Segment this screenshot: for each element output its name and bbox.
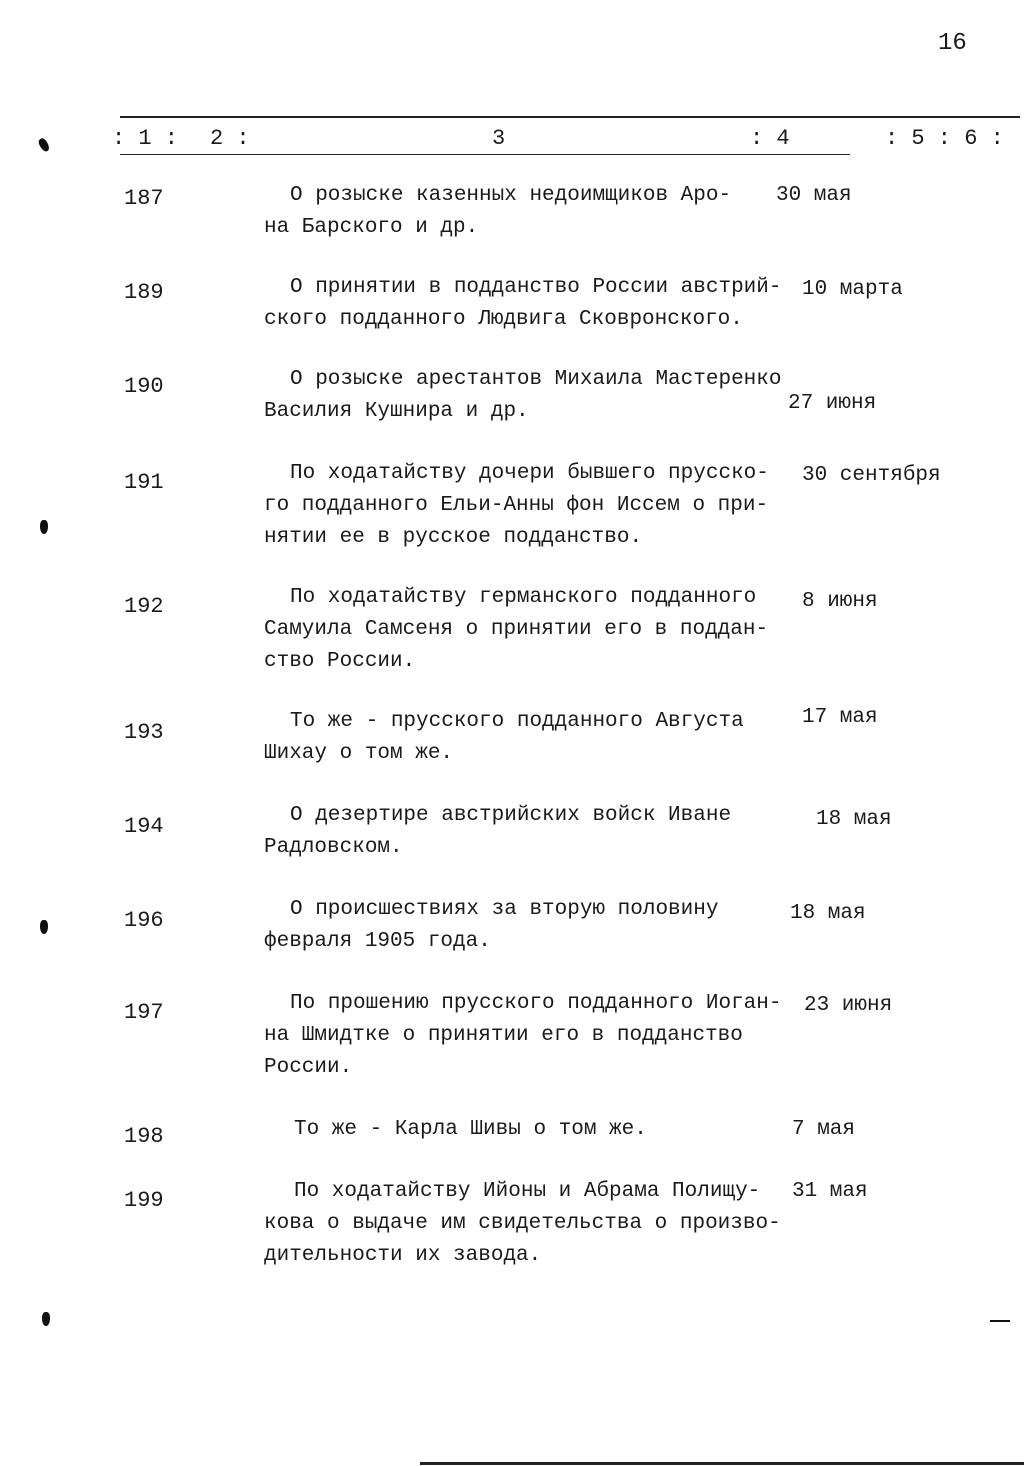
entry-number: 193 [124, 720, 164, 745]
scan-speck [37, 137, 51, 153]
description-line: О принятии в подданство России австрий- [290, 276, 782, 299]
description-line: го подданного Ельи-Анны фон Иссем о при- [264, 494, 769, 517]
entry-date: 18 мая [790, 902, 866, 925]
entry-description [264, 1114, 804, 1146]
bottom-edge-rule [420, 1462, 1024, 1465]
entry-date: 27 июня [788, 392, 877, 415]
entry-date: 8 июня [802, 590, 878, 613]
entry-date: 10 марта [802, 278, 903, 301]
entry-description [264, 180, 804, 244]
description-line: О происшествиях за вторую половину [290, 898, 719, 921]
description-line: кова о выдаче им свидетельства о произво- [264, 1212, 781, 1235]
entry-number: 196 [124, 908, 164, 933]
description-line: По ходатайству Ийоны и Абрама Полищу- [294, 1180, 761, 1203]
entry-date: 7 мая [792, 1118, 856, 1141]
entry-number: 189 [124, 280, 164, 305]
entry-description [264, 364, 804, 428]
header-top-rule [120, 116, 1020, 118]
header-col2: 2 : [210, 126, 250, 151]
entry-date: 30 мая [776, 184, 852, 207]
description-line: февраля 1905 года. [264, 930, 491, 953]
page-number: 16 [938, 30, 967, 57]
description-line: дительности их завода. [264, 1244, 542, 1267]
entry-number: 190 [124, 374, 164, 399]
entry-number: 194 [124, 814, 164, 839]
entry-date: 31 мая [792, 1180, 868, 1203]
description-line: ство России. [264, 650, 416, 673]
description-line: России. [264, 1056, 353, 1079]
description-line: По ходатайству германского подданного [290, 586, 757, 609]
header-col4: : 4 [750, 126, 790, 151]
entry-number: 198 [124, 1124, 164, 1149]
entry-date: 30 сентября [802, 464, 941, 487]
description-line: О дезертире австрийских войск Иване [290, 804, 732, 827]
entry-description [264, 800, 804, 864]
description-line: Радловском. [264, 836, 403, 859]
header-bottom-rule [120, 154, 850, 155]
description-line: О розыске казенных недоимщиков Аро- [290, 184, 732, 207]
entry-date: 18 мая [816, 808, 892, 831]
header-col3: 3 [492, 126, 506, 151]
entry-number: 192 [124, 594, 164, 619]
description-line: По прошению прусского подданного Иоган- [290, 992, 782, 1015]
entry-number: 187 [124, 186, 164, 211]
entry-number: 197 [124, 1000, 164, 1025]
header-col1: : 1 : [112, 126, 179, 151]
entry-description [264, 1176, 804, 1272]
description-line: Самуила Самсеня о принятии его в поддан- [264, 618, 769, 641]
description-line: нятии ее в русское подданство. [264, 526, 643, 549]
scan-speck [42, 1312, 50, 1326]
entry-date: 23 июня [804, 994, 893, 1017]
entry-description [264, 458, 804, 554]
entry-number: 191 [124, 470, 164, 495]
description-line: на Шмидтке о принятии его в подданство [264, 1024, 743, 1047]
entry-description [264, 272, 804, 336]
entry-description [264, 582, 804, 678]
scan-speck [40, 920, 48, 934]
description-line: О розыске арестантов Михаила Мастеренко [290, 368, 782, 391]
description-line: Шихау о том же. [264, 742, 454, 765]
entry-description [264, 706, 804, 770]
description-line: на Барского и др. [264, 216, 479, 239]
entry-description [264, 894, 804, 958]
entry-description [264, 988, 804, 1084]
entry-number: 199 [124, 1188, 164, 1213]
description-line: ского подданного Людвига Сковронского. [264, 308, 743, 331]
description-line: Василия Кушнира и др. [264, 400, 529, 423]
entry-date: 17 мая [802, 706, 878, 729]
description-line: По ходатайству дочери бывшего прусско- [290, 462, 769, 485]
scan-speck [40, 520, 48, 534]
scan-dash [990, 1320, 1010, 1322]
description-line: То же - прусского подданного Августа [290, 710, 744, 733]
header-col5-6: : 5 : 6 : [885, 126, 1004, 151]
description-line: То же - Карла Шивы о том же. [294, 1118, 647, 1141]
